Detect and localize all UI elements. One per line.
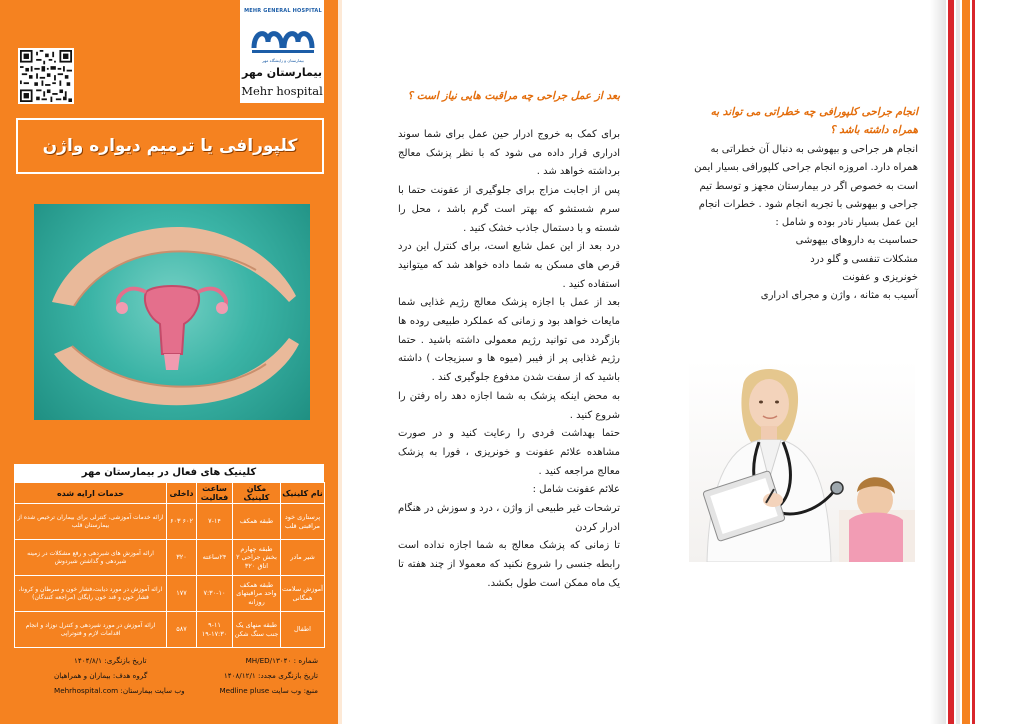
table-cell: طبقه چهارم بخش جراحی ۲ اتاق ۳۲۰ <box>233 540 281 576</box>
table-cell: ۲۴ساعته <box>197 540 233 576</box>
list-item: خونریزی و عفونت <box>842 272 918 284</box>
table-cell: ۹-۱۱ ۱۹-۱۷:۳۰ <box>197 612 233 648</box>
hands-uterus-illustration <box>34 204 310 420</box>
qr-code <box>18 48 74 104</box>
table-cell: اطفال <box>281 612 325 648</box>
page-title: کلپورافی یا ترمیم دیواره واژن <box>42 136 298 156</box>
table-cell: ۱۷۷ <box>167 576 197 612</box>
clinics-table <box>14 482 325 648</box>
table-header: داخلی <box>167 483 197 504</box>
risks-body <box>694 141 918 306</box>
paragraph: حتما بهداشت فردی را رعایت کنید و در صورت مشاهده علائم عفونت و خونریزی ، فورا به پزشک معالج مراجعه کنید . <box>398 428 620 477</box>
table-cell: ۷:۳۰-۱۰ <box>197 576 233 612</box>
paragraph: علائم عفونت شامل : <box>532 484 620 496</box>
table-header: ساعت فعالیت <box>197 483 233 504</box>
table-cell: پرستاری خود مراقبتی قلب <box>281 504 325 540</box>
table-cell: طبقه منهای یک جنب سنگ شکن <box>233 612 281 648</box>
table-cell: ۶۰۲ ۶۰۳ <box>167 504 197 540</box>
target-group: گروه هدف: بیماران و همراهیان <box>54 671 148 680</box>
table-row <box>15 504 325 540</box>
orange-stripe <box>962 0 970 724</box>
red-stripe-thin <box>972 0 975 724</box>
paragraph: پس از اجابت مزاج برای جلوگیری از عفونت حتما با سرم شستشو که بهتر است گرم باشد ، محل را شسته و با دستمال جاذب خشک کنید . <box>398 185 620 234</box>
table-cell: آموزش سلامت همگانی <box>281 576 325 612</box>
paragraph: تا زمانی که پزشک معالج به شما اجازه نداده است رابطه جنسی را شروع نکنید که معمولا از چند هفته تا یک ماه ممکن است طول بکشد. <box>398 540 620 589</box>
risks-intro: انجام هر جراحی و بیهوشی به دنبال آن خطراتی به همراه دارد. امروزه انجام جراحی کلپورافی بسیار ایمن است به خصوص اگر در بیمارستان مجهز و توسط تیم جراحی و بیهوشی با تجربه انجام شود . خطرات انجام این عمل بسیار نادر بوده و شامل : <box>694 144 918 229</box>
red-stripe <box>948 0 954 724</box>
shadow-stripe <box>930 0 946 724</box>
table-header: مکان کلینیک <box>233 483 281 504</box>
table-header: نام کلینیک <box>281 483 325 504</box>
hospital-logo-icon <box>250 22 316 56</box>
table-cell: ارائه آموزش در مورد دیابت،فشار خون و سرطان و کرونا، فشار خون و قند خون رایگان (مراجعه کنندگان) <box>15 576 167 612</box>
grey-stripe <box>956 0 960 724</box>
table-cell: ۵۸۷ <box>167 612 197 648</box>
table-cell: شیر مادر <box>281 540 325 576</box>
table-row <box>15 612 325 648</box>
risks-heading: انجام جراحی کلپورافی چه خطراتی می تواند به همراه داشته باشد ؟ <box>710 106 918 136</box>
care-heading: بعد از عمل جراحی چه مراقبت هایی نیاز است ؟ <box>407 90 620 102</box>
paragraph: ترشحات غیر طبیعی از واژن ، درد و سوزش در هنگام ادرار کردن <box>398 503 620 533</box>
care-body <box>398 126 620 594</box>
paragraph: بعد از عمل با اجازه پزشک معالج رژیم غذایی شما مایعات خواهد بود و زمانی که عملکرد طبیعی روده ها بازگردد می توانید رژیم معمولی داشته باشید . حتما رژیم غذایی پر از فیبر (میوه ها و سبزیجات ) داشته باشید که از سفت شدن مدفوع جلوگیری کند . <box>398 297 620 384</box>
next-review-date: تاریخ بازنگری مجدد: ۱۴۰۸/۱۲/۱ <box>223 671 318 680</box>
table-cell: ۳۲۰ <box>167 540 197 576</box>
table-cell: ارائه آموزش در مورد شیردهی و کنترل نوزاد و انجام اقدامات لازم و فتوتراپی <box>15 612 167 648</box>
table-cell: ارائه آموزش های شیردهی و رفع مشکلات در زمینه شیردهی و گذاشتن شیردوش <box>15 540 167 576</box>
table-cell: طبقه همکف <box>233 504 281 540</box>
list-item: حساسیت به داروهای بیهوشی <box>795 235 918 247</box>
qr-code-icon <box>20 50 72 102</box>
hero-illustration <box>34 204 310 420</box>
title-banner <box>16 118 324 174</box>
doctor-photo <box>689 360 915 562</box>
list-item: مشکلات تنفسی و گلو درد <box>810 253 918 265</box>
doc-number: شماره : MH/ED/۱۳۰۴۰ <box>245 656 318 665</box>
table-row <box>15 576 325 612</box>
logo-caption: MEHR GENERAL HOSPITAL <box>244 8 322 14</box>
clinics-table-box <box>14 464 324 644</box>
paragraph: درد بعد از این عمل شایع است، برای کنترل این درد قرص های مسکن به شما داده خواهد شد که میتوانید استفاده کنید . <box>398 241 620 290</box>
uterus-icon <box>116 286 228 370</box>
document-footer <box>14 652 324 704</box>
fold-line-left <box>338 0 342 724</box>
hospital-name-en: Mehr hospital <box>241 84 323 98</box>
hospital-name-fa: بیمارستان مهر <box>241 66 323 79</box>
source: منبع: وب سایت Medline pluse <box>219 686 318 695</box>
review-date: تاریخ بازنگری: ۱۴۰۴/۸/۱ <box>74 656 147 665</box>
table-header: خدمات ارایه شده <box>15 483 167 504</box>
doctor-with-child-illustration <box>689 360 915 562</box>
table-row <box>15 540 325 576</box>
paragraph: به محض اینکه پزشک به شما اجازه دهد راه رفتن را شروع کنید . <box>398 390 620 421</box>
clinics-title: کلینیک های فعال در بیمارستان مهر <box>81 467 257 478</box>
table-cell: ارائه خدمات آموزشی، کنترلی برای بیماران ترخیص شده از بیمارستان قلب <box>15 504 167 540</box>
website: وب سایت بیمارستان: Mehrhospital.com <box>54 686 185 695</box>
logo-subcaption: بیمارستان و زایشگاه مهر <box>262 58 304 63</box>
table-header-row <box>15 483 325 504</box>
table-cell: طبقه همکف واحد مراقبتهای روزانه <box>233 576 281 612</box>
list-item: آسیب به مثانه ، واژن و مجرای ادراری <box>760 290 918 302</box>
paragraph: برای کمک به خروج ادرار حین عمل برای شما سوند ادراری قرار داده می شود که با نظر پزشک معالج برداشته خواهد شد . <box>398 129 620 178</box>
table-cell: ۷-۱۴ <box>197 504 233 540</box>
